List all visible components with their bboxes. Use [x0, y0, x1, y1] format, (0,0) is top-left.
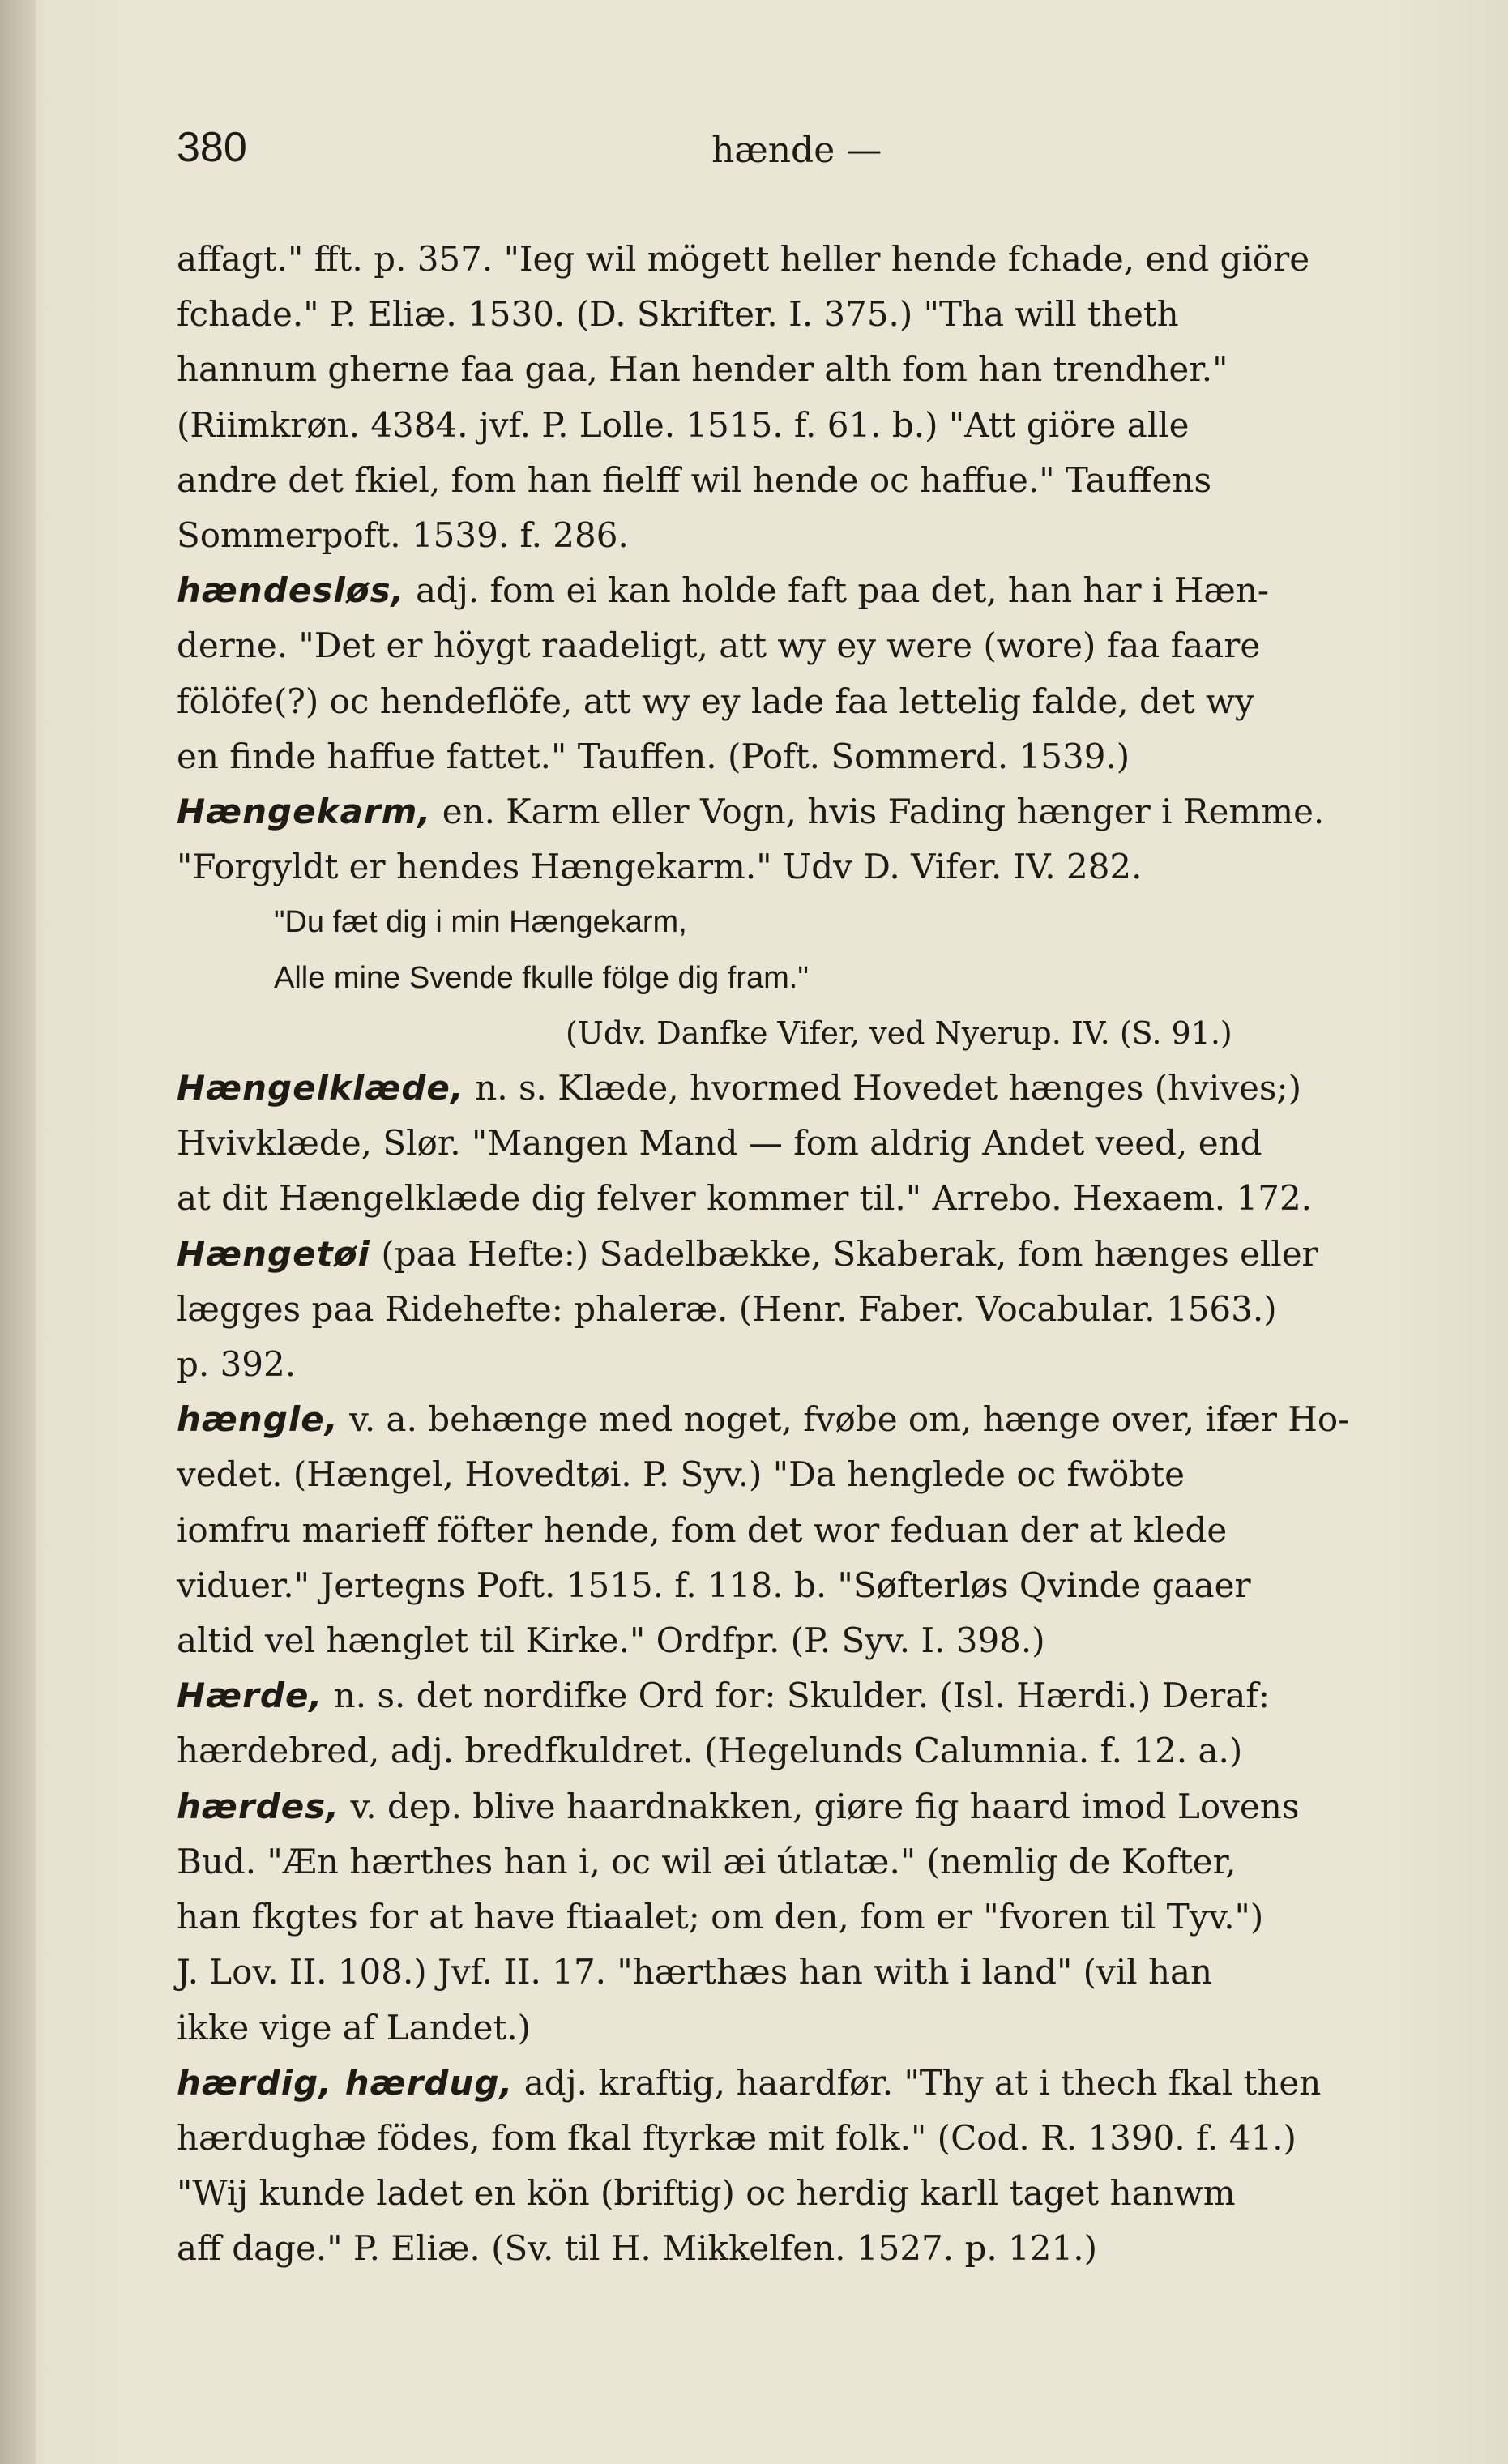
entry-line: ikke vige af Landet.)	[177, 2007, 532, 2048]
entry-line: "Forgyldt er hendes Hængekarm." Udv D. Vifer. IV. 282.	[177, 847, 1143, 887]
entry-line: n. s. Klæde, hvormed Hovedet hænges (hvives;)	[475, 1068, 1301, 1108]
entry-headword: Hængelklæde,	[177, 1068, 464, 1108]
entry-line: en. Karm eller Vogn, hvis Fading hænger i Remme.	[442, 792, 1325, 832]
continuation-line: fchade." P. Eliæ. 1530. (D. Skrifter. I. 375.) "Tha will theth	[177, 294, 1179, 335]
continuation-line: affagt." fft. p. 357. "Ieg wil mögett heller hende fchade, end giöre	[177, 239, 1310, 279]
continuation-line: andre det fkiel, fom han fielff wil hende oc haffue." Tauffens	[177, 459, 1212, 500]
entry-headword: hærdig, hærdug,	[177, 2062, 514, 2103]
entry-haengetoi	[177, 1227, 1400, 1393]
verse-line: "Du fæt dig i min Hængekarm,	[274, 905, 687, 940]
entry-line: adj. kraftig, haardfør. "Thy at i thech fkal then	[523, 2062, 1322, 2103]
page-number: 380	[177, 124, 247, 171]
entry-line: at dit Hængelklæde dig felver kommer til." Arrebo. Hexaem. 172.	[177, 1178, 1313, 1219]
entry-haengelklaede	[177, 1061, 1400, 1227]
book-gutter	[0, 0, 36, 2464]
entry-line: viduer." Jertegns Poft. 1515. f. 118. b. "Søfterløs Qvinde gaaer	[177, 1565, 1251, 1605]
page-header	[177, 123, 1392, 180]
entry-line: iomfru marieff föfter hende, fom det wor feduan der at klede	[177, 1510, 1228, 1550]
entry-line: altid vel hænglet til Kirke." Ordfpr. (P. Syv. I. 398.)	[177, 1621, 1045, 1661]
entry-line: han fkgtes for at have ftiaalet; om den, fom er "fvoren til Tyv.")	[177, 1897, 1264, 1937]
entry-haerdes	[177, 1779, 1400, 2056]
entry-line: aff dage." P. Eliæ. (Sv. til H. Mikkelfen. 1527. p. 121.)	[177, 2228, 1097, 2269]
entry-line: v. dep. blive haardnakken, giøre fig haard imod Lovens	[350, 1786, 1300, 1826]
entry-headword: hærdes,	[177, 1786, 340, 1826]
entry-line: lægges paa Ridehefte: phaleræ. (Henr. Faber. Vocabular. 1563.)	[177, 1288, 1277, 1329]
entry-headword: Hængetøi	[177, 1233, 370, 1274]
entry-haengekarm	[177, 784, 1400, 1061]
entry-haerdig	[177, 2056, 1400, 2277]
entry-line: J. Lov. II. 108.) Jvf. II. 17. "hærthæs han with i land" (vil han	[177, 1952, 1213, 1992]
entry-line: Bud. "Æn hærthes han i, oc wil æi útlatæ." (nemlig de Kofter,	[177, 1841, 1237, 1881]
running-head: hænde —	[711, 130, 882, 171]
entry-line: p. 392.	[177, 1344, 297, 1385]
entry-haengle	[177, 1392, 1400, 1668]
entry-line: en finde haffue fattet." Tauffen. (Poft. Sommerd. 1539.)	[177, 736, 1130, 776]
entry-line: Hvivklæde, Slør. "Mangen Mand — fom aldrig Andet veed, end	[177, 1123, 1262, 1164]
verse-line: Alle mine Svende fkulle fölge dig fram."	[274, 960, 809, 995]
entry-line: v. a. behænge med noget, fvøbe om, hænge over, ifær Ho-	[349, 1399, 1350, 1440]
entry-line: vedet. (Hængel, Hovedtøi. P. Syv.) "Da henglede oc fwöbte	[177, 1454, 1185, 1495]
continuation-line: (Riimkrøn. 4384. jvf. P. Lolle. 1515. f. 61. b.) "Att giöre alle	[177, 404, 1190, 445]
continuation-line: Sommerpoft. 1539. f. 286.	[177, 515, 629, 556]
entry-line: adj. fom ei kan holde faft paa det, han har i Hæn-	[415, 570, 1270, 611]
entry-haerde	[177, 1668, 1400, 1779]
entry-line: hærdughæ födes, fom fkal ftyrkæ mit folk." (Cod. R. 1390. f. 41.)	[177, 2117, 1297, 2158]
entry-line: n. s. det nordifke Ord for: Skulder. (Isl. Hærdi.) Deraf:	[333, 1676, 1271, 1716]
entry-line: "Wij kunde ladet en kön (briftig) oc herdig karll taget hanwm	[177, 2173, 1236, 2214]
entry-headword: Hængekarm,	[177, 792, 432, 832]
entry-line: derne. "Det er höygt raadeligt, att wy ey were (wore) faa faare	[177, 626, 1261, 666]
dictionary-text	[177, 232, 1400, 2277]
entry-headword: Hærde,	[177, 1676, 323, 1716]
entry-headword: hændesløs,	[177, 570, 405, 611]
entry-line: (paa Hefte:) Sadelbække, Skaberak, fom hænges eller	[381, 1233, 1318, 1274]
entry-line: fölöfe(?) oc hendeflöfe, att wy ey lade faa lettelig falde, det wy	[177, 681, 1254, 721]
entry-haendeslos	[177, 563, 1400, 784]
continuation-line: hannum gherne faa gaa, Han hender alth fom han trendher."	[177, 349, 1228, 390]
verse-source: (Udv. Danfke Vifer, ved Nyerup. IV. (S. 91.)	[566, 1014, 1232, 1051]
entry-headword: hængle,	[177, 1399, 339, 1440]
entry-line: hærdebred, adj. bredfkuldret. (Hegelunds Calumnia. f. 12. a.)	[177, 1731, 1243, 1771]
